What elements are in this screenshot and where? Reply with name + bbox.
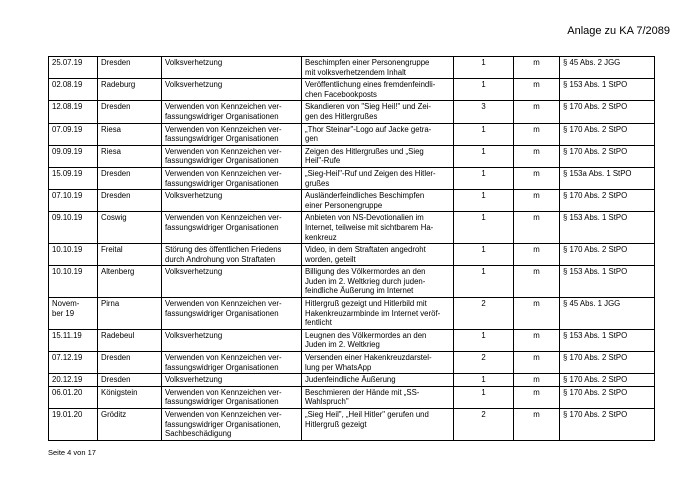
description-cell: „Sieg Heil", „Heil Hitler" gerufen und Hitlergruß gezeigt — [302, 409, 454, 441]
table-row — [49, 57, 655, 79]
description-cell: Judenfeindliche Äußerung — [302, 374, 454, 387]
disposition-cell: § 170 Abs. 2 StPO — [560, 374, 655, 387]
location-cell: Dresden — [98, 167, 162, 189]
table-row — [49, 123, 655, 145]
date-cell: 06.01.20 — [49, 386, 98, 408]
description-cell: Beschimpfen einer Personengruppe mit volksverhetzendem Inhalt — [302, 57, 454, 79]
location-cell: Altenberg — [98, 266, 162, 298]
disposition-cell: § 153 Abs. 1 StPO — [560, 79, 655, 101]
offense-cell: Verwenden von Kennzeichen ver- fassungswidriger Organisationen — [162, 101, 302, 123]
offense-cell: Verwenden von Kennzeichen ver- fassungswidriger Organisationen — [162, 212, 302, 244]
offense-cell: Volksverhetzung — [162, 374, 302, 387]
gender-cell: m — [514, 374, 560, 387]
location-cell: Radeburg — [98, 79, 162, 101]
gender-cell: m — [514, 212, 560, 244]
count-cell: 1 — [454, 266, 514, 298]
table-row — [49, 409, 655, 441]
table-row — [49, 298, 655, 330]
disposition-cell: § 153 Abs. 1 StPO — [560, 266, 655, 298]
gender-cell: m — [514, 298, 560, 330]
count-cell: 1 — [454, 212, 514, 244]
location-cell: Dresden — [98, 57, 162, 79]
gender-cell: m — [514, 123, 560, 145]
table-row — [49, 386, 655, 408]
table-row — [49, 244, 655, 266]
gender-cell: m — [514, 244, 560, 266]
table-row — [49, 190, 655, 212]
date-cell: 12.08.19 — [49, 101, 98, 123]
gender-cell: m — [514, 57, 560, 79]
offense-cell: Verwenden von Kennzeichen ver- fassungswidriger Organisationen — [162, 167, 302, 189]
disposition-cell: § 153 Abs. 1 StPO — [560, 212, 655, 244]
table-row — [49, 352, 655, 374]
location-cell: Dresden — [98, 352, 162, 374]
count-cell: 2 — [454, 298, 514, 330]
description-cell: Leugnen des Völkermordes an den Juden im 2. Weltkrieg — [302, 329, 454, 351]
gender-cell: m — [514, 329, 560, 351]
date-cell: 20.12.19 — [49, 374, 98, 387]
date-cell: 10.10.19 — [49, 244, 98, 266]
offense-cell: Verwenden von Kennzeichen ver- fassungswidriger Organisationen, Sachbeschädigung — [162, 409, 302, 441]
description-cell: Hitlergruß gezeigt und Hitlerbild mit Hakenkreuzarmbinde im Internet veröf- fentlicht — [302, 298, 454, 330]
disposition-cell: § 45 Abs. 1 JGG — [560, 298, 655, 330]
description-cell: „Sieg-Heil"-Ruf und Zeigen des Hitler- grußes — [302, 167, 454, 189]
location-cell: Dresden — [98, 374, 162, 387]
description-cell: Veröffentlichung eines fremdenfeindli- chen Facebookposts — [302, 79, 454, 101]
gender-cell: m — [514, 352, 560, 374]
offense-cell: Verwenden von Kennzeichen ver- fassungswidriger Organisationen — [162, 298, 302, 330]
gender-cell: m — [514, 145, 560, 167]
disposition-cell: § 170 Abs. 2 StPO — [560, 409, 655, 441]
description-cell: Ausländerfeindliches Beschimpfen einer Personengruppe — [302, 190, 454, 212]
page-header: Anlage zu KA 7/2089 — [567, 25, 670, 37]
offense-cell: Volksverhetzung — [162, 79, 302, 101]
disposition-cell: § 170 Abs. 2 StPO — [560, 101, 655, 123]
table-row — [49, 329, 655, 351]
disposition-cell: § 45 Abs. 2 JGG — [560, 57, 655, 79]
description-cell: Skandieren von "Sieg Heil!" und Zei- gen des Hitlergrußes — [302, 101, 454, 123]
count-cell: 2 — [454, 409, 514, 441]
count-cell: 1 — [454, 374, 514, 387]
disposition-cell: § 170 Abs. 2 StPO — [560, 145, 655, 167]
description-cell: Versenden einer Hakenkreuzdarstel- lung per WhatsApp — [302, 352, 454, 374]
count-cell: 1 — [454, 145, 514, 167]
description-cell: Anbieten von NS-Devotionalien im Internet, teilweise mit sichtbarem Ha- kenkreuz — [302, 212, 454, 244]
page-footer: Seite 4 von 17 — [48, 448, 96, 457]
location-cell: Riesa — [98, 145, 162, 167]
offense-cell: Verwenden von Kennzeichen ver- fassungswidriger Organisationen — [162, 352, 302, 374]
date-cell: 15.09.19 — [49, 167, 98, 189]
location-cell: Coswig — [98, 212, 162, 244]
count-cell: 2 — [454, 352, 514, 374]
count-cell: 1 — [454, 190, 514, 212]
offense-cell: Volksverhetzung — [162, 190, 302, 212]
table-row — [49, 101, 655, 123]
disposition-cell: § 170 Abs. 2 StPO — [560, 190, 655, 212]
table-row — [49, 374, 655, 387]
disposition-cell: § 170 Abs. 2 StPO — [560, 352, 655, 374]
offense-cell: Volksverhetzung — [162, 57, 302, 79]
location-cell: Königstein — [98, 386, 162, 408]
description-cell: „Thor Steinar"-Logo auf Jacke getra- gen — [302, 123, 454, 145]
table-row — [49, 79, 655, 101]
disposition-cell: § 170 Abs. 2 StPO — [560, 123, 655, 145]
disposition-cell: § 170 Abs. 2 StPO — [560, 386, 655, 408]
offense-cell: Verwenden von Kennzeichen ver- fassungswidriger Organisationen — [162, 386, 302, 408]
description-cell: Beschmieren der Hände mit „SS- Wahlspruch" — [302, 386, 454, 408]
date-cell: 10.10.19 — [49, 266, 98, 298]
date-cell: Novem- ber 19 — [49, 298, 98, 330]
gender-cell: m — [514, 409, 560, 441]
gender-cell: m — [514, 79, 560, 101]
offense-cell: Volksverhetzung — [162, 266, 302, 298]
offense-cell: Störung des öffentlichen Friedens durch Androhung von Straftaten — [162, 244, 302, 266]
table-row — [49, 212, 655, 244]
gender-cell: m — [514, 190, 560, 212]
date-cell: 07.12.19 — [49, 352, 98, 374]
disposition-cell: § 153 Abs. 1 StPO — [560, 329, 655, 351]
count-cell: 1 — [454, 167, 514, 189]
date-cell: 09.10.19 — [49, 212, 98, 244]
location-cell: Pirna — [98, 298, 162, 330]
location-cell: Gröditz — [98, 409, 162, 441]
date-cell: 15.11.19 — [49, 329, 98, 351]
gender-cell: m — [514, 167, 560, 189]
case-table — [48, 56, 655, 441]
table-row — [49, 167, 655, 189]
table-row — [49, 266, 655, 298]
count-cell: 1 — [454, 57, 514, 79]
count-cell: 1 — [454, 386, 514, 408]
date-cell: 25.07.19 — [49, 57, 98, 79]
count-cell: 3 — [454, 101, 514, 123]
description-cell: Billigung des Völkermordes an den Juden im 2. Weltkrieg durch juden- feindliche Äußerung im Internet — [302, 266, 454, 298]
count-cell: 1 — [454, 244, 514, 266]
location-cell: Radebeul — [98, 329, 162, 351]
table-row — [49, 145, 655, 167]
offense-cell: Verwenden von Kennzeichen ver- fassungswidriger Organisationen — [162, 145, 302, 167]
location-cell: Freital — [98, 244, 162, 266]
count-cell: 1 — [454, 79, 514, 101]
location-cell: Dresden — [98, 190, 162, 212]
location-cell: Dresden — [98, 101, 162, 123]
count-cell: 1 — [454, 123, 514, 145]
date-cell: 07.10.19 — [49, 190, 98, 212]
gender-cell: m — [514, 266, 560, 298]
date-cell: 19.01.20 — [49, 409, 98, 441]
date-cell: 09.09.19 — [49, 145, 98, 167]
gender-cell: m — [514, 386, 560, 408]
location-cell: Riesa — [98, 123, 162, 145]
date-cell: 07.09.19 — [49, 123, 98, 145]
gender-cell: m — [514, 101, 560, 123]
disposition-cell: § 153a Abs. 1 StPO — [560, 167, 655, 189]
offense-cell: Verwenden von Kennzeichen ver- fassungswidriger Organisationen — [162, 123, 302, 145]
count-cell: 1 — [454, 329, 514, 351]
disposition-cell: § 170 Abs. 2 StPO — [560, 244, 655, 266]
offense-cell: Volksverhetzung — [162, 329, 302, 351]
description-cell: Video, in dem Straftaten angedroht worden, geteilt — [302, 244, 454, 266]
date-cell: 02.08.19 — [49, 79, 98, 101]
description-cell: Zeigen des Hitlergrußes und „Sieg Heil"-Rufe — [302, 145, 454, 167]
